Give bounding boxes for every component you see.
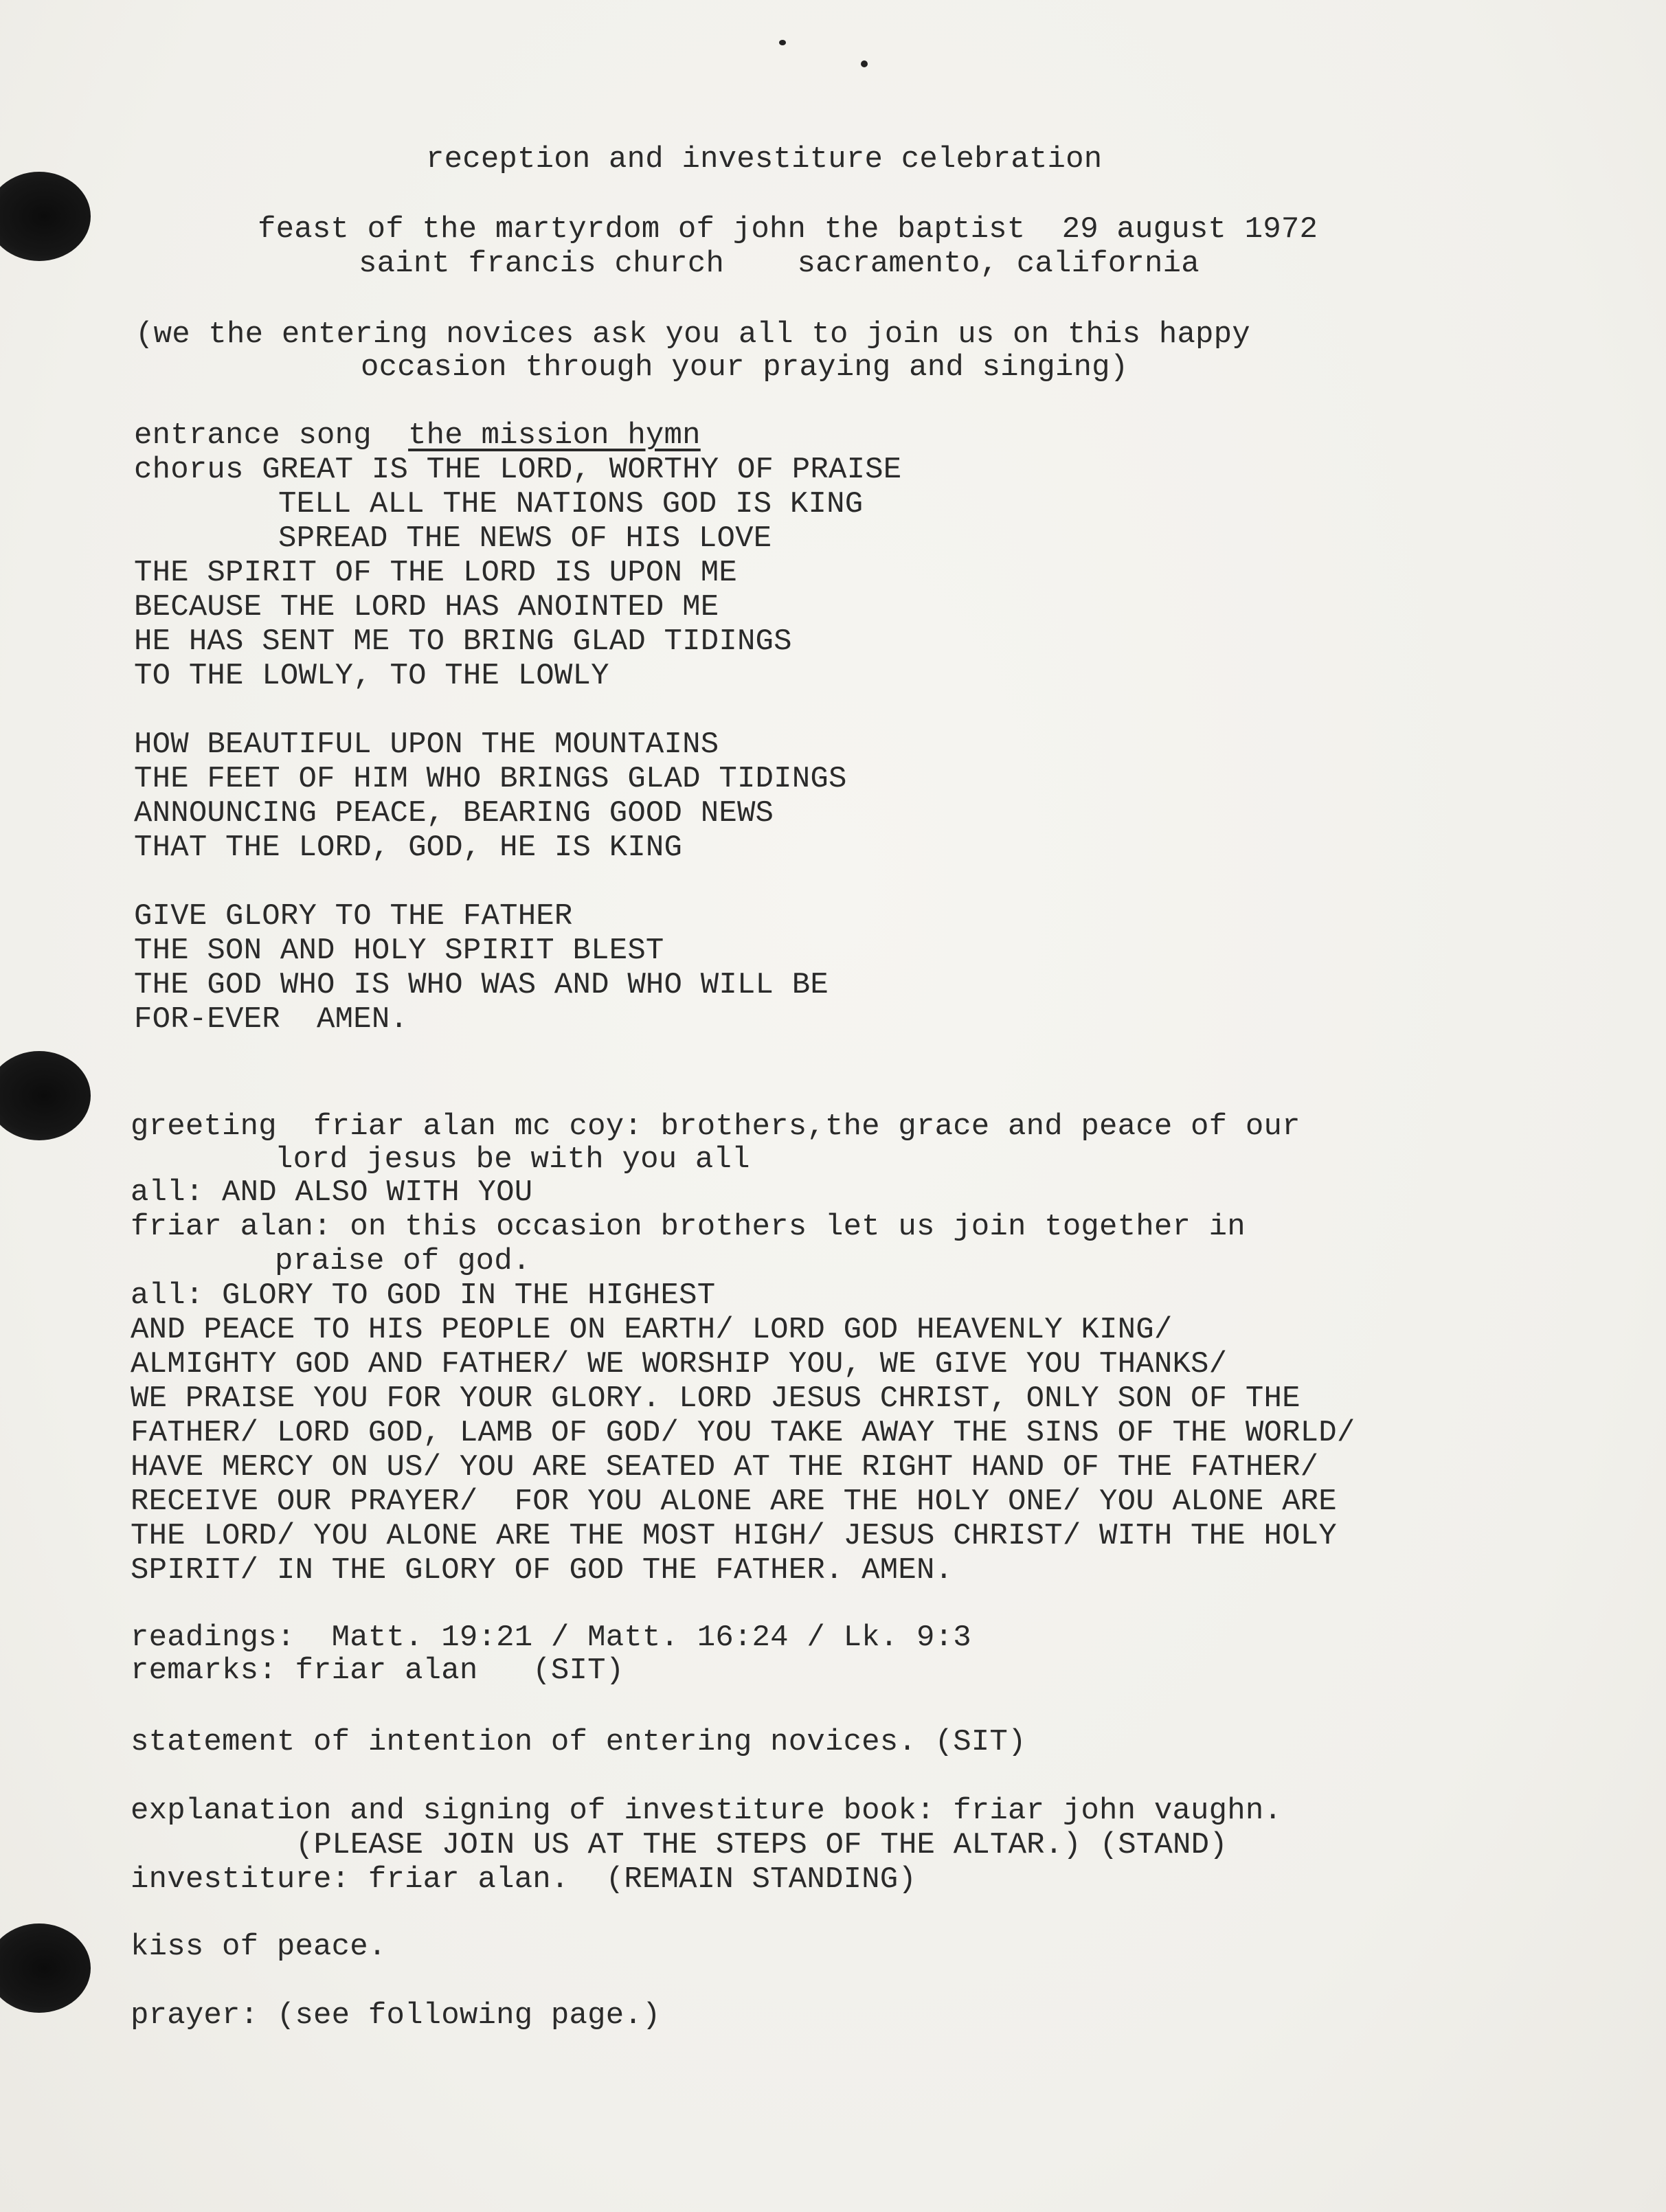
hymn-line: THE SPIRIT OF THE LORD IS UPON ME bbox=[134, 556, 737, 590]
gloria-line: HAVE MERCY ON US/ YOU ARE SEATED AT THE RIGHT HAND OF THE FATHER/ bbox=[131, 1450, 1319, 1485]
hymn-line: HE HAS SENT ME TO BRING GLAD TIDINGS bbox=[134, 624, 792, 659]
investiture-line: investiture: friar alan. (REMAIN STANDING) bbox=[131, 1862, 916, 1897]
hymn-line: GIVE GLORY TO THE FATHER bbox=[134, 899, 573, 934]
punch-hole-bottom bbox=[0, 1923, 91, 2013]
statement-line: statement of intention of entering novices. (SIT) bbox=[131, 1725, 1026, 1759]
remarks-line: remarks: friar alan (SIT) bbox=[131, 1654, 624, 1688]
explanation-instruction: (PLEASE JOIN US AT THE STEPS OF THE ALTAR.) (STAND) bbox=[295, 1828, 1228, 1862]
hymn-line: THAT THE LORD, GOD, HE IS KING bbox=[134, 831, 683, 865]
greeting-line: greeting friar alan mc coy: brothers,the grace and peace of our bbox=[131, 1109, 1301, 1144]
hymn-line: chorus GREAT IS THE LORD, WORTHY OF PRAISE bbox=[134, 453, 902, 487]
greeting-line: lord jesus be with you all bbox=[275, 1142, 750, 1177]
greeting-line: praise of god. bbox=[275, 1244, 531, 1278]
hymn-line: SPREAD THE NEWS OF HIS LOVE bbox=[278, 521, 772, 556]
hymn-line: ANNOUNCING PEACE, BEARING GOOD NEWS bbox=[134, 796, 774, 831]
hymn-line: THE SON AND HOLY SPIRIT BLEST bbox=[134, 934, 664, 968]
entrance-song-heading bbox=[134, 419, 701, 452]
explanation-line: explanation and signing of investiture book: friar john vaughn. bbox=[131, 1794, 1283, 1828]
hymn-line: THE GOD WHO IS WHO WAS AND WHO WILL BE bbox=[134, 968, 829, 1002]
invitation-line-2: occasion through your praying and singing) bbox=[361, 350, 1129, 385]
hymn-line: HOW BEAUTIFUL UPON THE MOUNTAINS bbox=[134, 727, 719, 762]
gloria-line: ALMIGHTY GOD AND FATHER/ WE WORSHIP YOU, WE GIVE YOU THANKS/ bbox=[131, 1347, 1228, 1381]
punch-hole-middle bbox=[0, 1051, 91, 1140]
hymn-line: TELL ALL THE NATIONS GOD IS KING bbox=[278, 487, 864, 521]
gloria-line: SPIRIT/ IN THE GLORY OF GOD THE FATHER. AMEN. bbox=[131, 1553, 954, 1588]
gloria-line: FATHER/ LORD GOD, LAMB OF GOD/ YOU TAKE AWAY THE SINS OF THE WORLD/ bbox=[131, 1416, 1355, 1450]
greeting-line: friar alan: on this occasion brothers let us join together in bbox=[131, 1210, 1246, 1244]
hymn-line: FOR-EVER AMEN. bbox=[134, 1002, 409, 1037]
ink-speck bbox=[861, 60, 868, 67]
feast-line: feast of the martyrdom of john the baptist 29 august 1972 bbox=[258, 212, 1318, 247]
readings-line: readings: Matt. 19:21 / Matt. 16:24 / Lk. 9:3 bbox=[131, 1621, 971, 1655]
punch-hole-top bbox=[0, 172, 91, 261]
gloria-line: AND PEACE TO HIS PEOPLE ON EARTH/ LORD GOD HEAVENLY KING/ bbox=[131, 1313, 1173, 1347]
prayer-line: prayer: (see following page.) bbox=[131, 1998, 661, 2033]
gloria-line: all: GLORY TO GOD IN THE HIGHEST bbox=[131, 1278, 716, 1313]
hymn-line: THE FEET OF HIM WHO BRINGS GLAD TIDINGS bbox=[134, 762, 847, 796]
hymn-title: the mission hymn bbox=[408, 418, 701, 453]
gloria-line: WE PRAISE YOU FOR YOUR GLORY. LORD JESUS CHRIST, ONLY SON OF THE bbox=[131, 1381, 1301, 1416]
invitation-line-1: (we the entering novices ask you all to join us on this happy bbox=[135, 317, 1250, 352]
ink-speck bbox=[779, 40, 786, 45]
hymn-line: BECAUSE THE LORD HAS ANOINTED ME bbox=[134, 590, 719, 624]
hymn-line: TO THE LOWLY, TO THE LOWLY bbox=[134, 659, 609, 693]
location-line: saint francis church sacramento, california bbox=[359, 247, 1200, 281]
entrance-song-label: entrance song bbox=[134, 418, 409, 453]
gloria-line: RECEIVE OUR PRAYER/ FOR YOU ALONE ARE THE HOLY ONE/ YOU ALONE ARE bbox=[131, 1485, 1337, 1519]
kiss-of-peace-line: kiss of peace. bbox=[131, 1930, 387, 1964]
greeting-line: all: AND ALSO WITH YOU bbox=[131, 1175, 533, 1210]
document-title: reception and investiture celebration bbox=[426, 142, 1103, 177]
gloria-line: THE LORD/ YOU ALONE ARE THE MOST HIGH/ JESUS CHRIST/ WITH THE HOLY bbox=[131, 1519, 1337, 1553]
